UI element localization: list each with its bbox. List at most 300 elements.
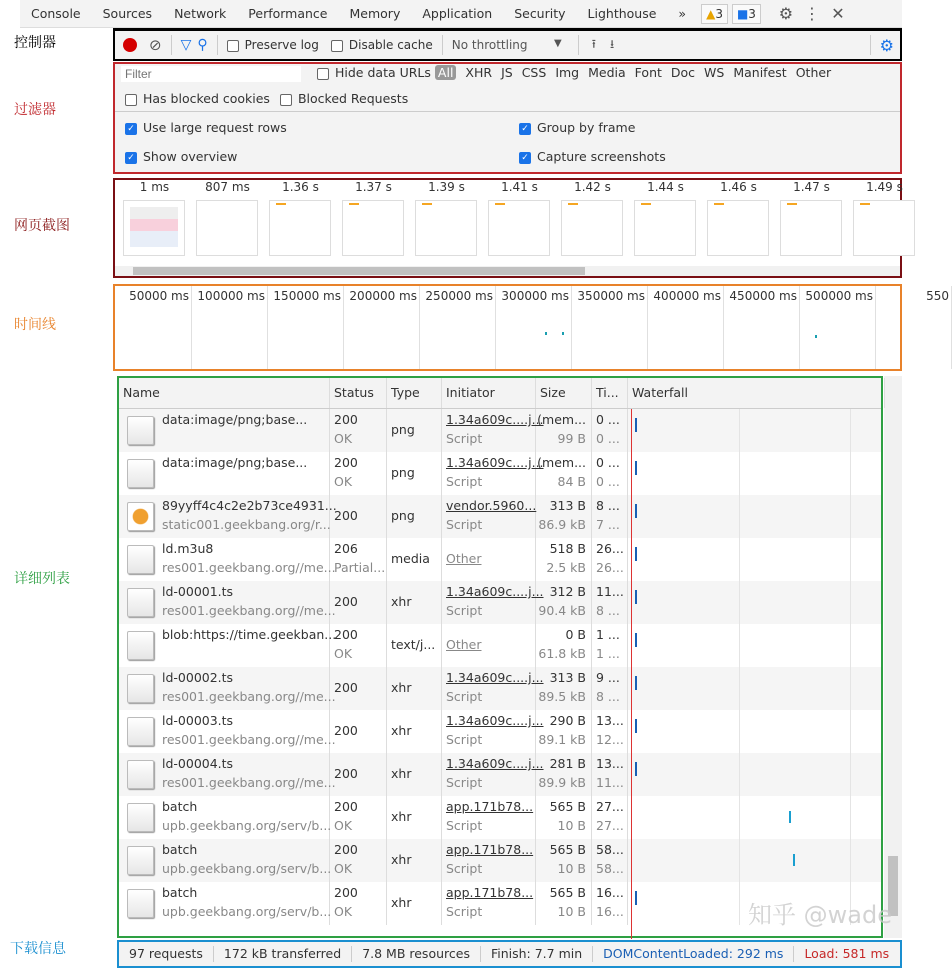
request-type: xhr <box>391 723 412 738</box>
waterfall-gridline <box>850 624 851 667</box>
size-cell <box>536 495 592 538</box>
time-cell <box>592 710 628 753</box>
messages-count: 3 <box>748 6 756 21</box>
filter-type-all[interactable]: All <box>435 65 457 80</box>
table-row[interactable] <box>119 839 881 882</box>
type-cell <box>387 624 442 667</box>
request-name: blob:https://time.geekban... <box>162 627 337 642</box>
waterfall-cell <box>628 409 885 452</box>
status: 200 <box>334 723 358 738</box>
time-detail: 27... <box>596 818 624 833</box>
name-cell <box>119 538 336 581</box>
request-name: 89yyff4c4c2e2b73ce4931... <box>162 498 337 513</box>
type-cell <box>387 882 442 925</box>
waterfall-cell <box>628 581 885 624</box>
request-url: static001.geekbang.org/r... <box>162 517 331 532</box>
watermark: 知乎 @wade <box>748 901 892 929</box>
status-cell <box>330 796 387 839</box>
waterfall-gridline <box>739 538 740 581</box>
requests-count: 97 requests <box>119 946 214 962</box>
initiator-cell <box>442 495 536 538</box>
screenshot-thumbnail[interactable] <box>123 200 185 256</box>
screenshot-thumbnail[interactable] <box>342 200 404 256</box>
size-cell <box>536 710 592 753</box>
request-type: text/j... <box>391 637 436 652</box>
close-icon[interactable]: ✕ <box>831 4 845 23</box>
label-filter: 过滤器 <box>14 102 56 118</box>
initiator-detail: Script <box>446 431 483 446</box>
status-detail: OK <box>334 431 353 446</box>
name-cell <box>119 667 336 710</box>
initiator[interactable]: app.171b78... <box>446 885 534 900</box>
hide-data-urls-label: Hide data URLs <box>335 65 431 80</box>
status-detail: OK <box>334 861 353 876</box>
time-cell <box>592 538 628 581</box>
record-icon[interactable] <box>123 38 137 52</box>
waterfall-bar <box>635 418 637 432</box>
timeline-tick-label: 350000 ms <box>577 289 645 303</box>
more-tabs-button[interactable]: » <box>678 5 687 21</box>
time-detail: 0 ... <box>596 431 620 446</box>
column-header-initiator[interactable]: Initiator <box>442 378 536 408</box>
screenshot-time: 1 ms <box>139 180 170 194</box>
download-icon[interactable]: ⭳ <box>609 36 615 51</box>
status-detail: Partial... <box>334 560 386 575</box>
column-header-type[interactable]: Type <box>387 378 442 408</box>
status: 200 <box>334 412 358 427</box>
name-cell <box>119 710 336 753</box>
load-line <box>631 409 632 939</box>
capture-screenshots-checkbox[interactable]: ✓ Capture screenshots <box>519 149 666 164</box>
tab-lighthouse[interactable]: Lighthouse <box>587 5 657 21</box>
initiator-detail: Script <box>446 775 483 790</box>
table-row[interactable] <box>119 538 881 581</box>
initiator: Other <box>446 637 482 652</box>
time-cell <box>592 409 628 452</box>
waterfall-gridline <box>850 796 851 839</box>
upload-icon[interactable]: ⭱ <box>591 36 596 51</box>
filter-type-xhr[interactable]: XHR <box>465 65 493 80</box>
request-type: xhr <box>391 594 412 609</box>
preserve-log-label: Preserve log <box>244 38 319 52</box>
size-cell <box>536 839 592 882</box>
request-name: ld-00002.ts <box>162 670 234 685</box>
status-cell <box>330 409 387 452</box>
messages-badge[interactable] <box>732 4 761 24</box>
filter-type-manifest[interactable]: Manifest <box>733 65 787 80</box>
name-cell <box>119 581 336 624</box>
status-bar <box>117 940 902 968</box>
load-time: Load: 581 ms <box>804 946 890 961</box>
column-header-waterfall[interactable]: Waterfall <box>628 378 885 408</box>
timeline-tick-label: 150000 ms <box>273 289 341 303</box>
request-name: batch <box>162 842 198 857</box>
time-detail: 7 ... <box>596 517 620 532</box>
waterfall-cell <box>628 753 885 796</box>
screenshot-time: 1.49 s <box>866 180 903 194</box>
status: 200 <box>334 842 358 857</box>
file-icon <box>127 889 154 918</box>
screenshot-time: 1.41 s <box>501 180 538 194</box>
blocked-requests-checkbox[interactable] <box>280 91 408 106</box>
size-detail: 86.9 kB <box>538 517 586 532</box>
initiator-cell <box>442 452 544 495</box>
table-row[interactable] <box>119 753 881 796</box>
size-detail: 90.4 kB <box>538 603 586 618</box>
request-name: batch <box>162 799 198 814</box>
column-header-ti[interactable]: Ti... <box>592 378 628 408</box>
type-cell <box>387 409 442 452</box>
transferred-size: 172 kB transferred <box>214 946 352 962</box>
column-header-status[interactable]: Status <box>330 378 387 408</box>
waterfall-gridline <box>850 538 851 581</box>
size-cell <box>536 753 592 796</box>
waterfall-cell <box>628 839 885 882</box>
screenshot-thumbnail[interactable] <box>634 200 696 256</box>
request-type: png <box>391 465 415 480</box>
waterfall-gridline <box>739 624 740 667</box>
waterfall-gridline <box>739 581 740 624</box>
screenshot-time: 1.47 s <box>793 180 830 194</box>
initiator-cell <box>442 538 536 581</box>
warnings-badge[interactable] <box>701 4 728 24</box>
initiator[interactable]: vendor.5960... <box>446 498 537 513</box>
status: 200 <box>334 455 358 470</box>
type-cell <box>387 753 442 796</box>
filter-type-css[interactable]: CSS <box>521 65 547 80</box>
preserve-log-checkbox[interactable] <box>227 38 319 52</box>
warnings-count: 3 <box>715 6 723 21</box>
request-url: upb.geekbang.org/serv/b... <box>162 861 332 876</box>
group-by-frame-label: Group by frame <box>537 120 636 135</box>
filter-type-ws[interactable]: WS <box>704 65 725 80</box>
time-detail: 0 ... <box>596 474 620 489</box>
request-type: xhr <box>391 809 412 824</box>
waterfall-gridline <box>850 452 851 495</box>
request-url: res001.geekbang.org//me... <box>162 732 336 747</box>
waterfall-bar <box>635 547 637 561</box>
size-detail: 10 B <box>557 818 586 833</box>
request-type: xhr <box>391 680 412 695</box>
waterfall-cell <box>628 667 885 710</box>
size: 565 B <box>549 799 586 814</box>
screenshot-thumbnail[interactable] <box>707 200 769 256</box>
initiator-cell <box>442 581 544 624</box>
gear-icon[interactable]: ⚙ <box>778 4 794 23</box>
request-name: data:image/png;base... <box>162 412 308 427</box>
timeline-tick-label: 100000 ms <box>197 289 265 303</box>
filter-type-other[interactable]: Other <box>795 65 832 80</box>
file-icon <box>127 760 154 789</box>
initiator-detail: Script <box>446 904 483 919</box>
initiator-cell <box>442 796 536 839</box>
time-detail: 12... <box>596 732 624 747</box>
table-row[interactable] <box>119 409 881 452</box>
timeline-tick-label: 50000 ms <box>129 289 189 303</box>
initiator[interactable]: app.171b78... <box>446 799 534 814</box>
time-detail: 8 ... <box>596 689 620 704</box>
time: 16... <box>596 885 624 900</box>
size-cell <box>536 624 592 667</box>
time-cell <box>592 753 628 796</box>
blocked-requests-label: Blocked Requests <box>297 91 409 106</box>
time-cell <box>592 624 628 667</box>
large-rows-checkbox[interactable]: ✓ Use large request rows <box>125 120 287 135</box>
screenshots-scrollbar[interactable] <box>115 266 900 276</box>
timeline-tick-label: 450000 ms <box>729 289 797 303</box>
type-cell <box>387 495 442 538</box>
waterfall-gridline <box>850 839 851 882</box>
chevron-down-icon: ▼ <box>554 38 562 49</box>
table-row[interactable] <box>119 710 881 753</box>
filter-icon[interactable]: ▽ <box>180 37 192 53</box>
size-cell <box>536 796 592 839</box>
waterfall-cell <box>628 495 885 538</box>
request-type: png <box>391 508 415 523</box>
size-cell <box>536 538 592 581</box>
table-row[interactable] <box>119 495 881 538</box>
screenshot-time: 1.44 s <box>647 180 684 194</box>
waterfall-bar <box>793 854 795 866</box>
dom-content-loaded: DOMContentLoaded: 292 ms <box>593 946 794 962</box>
initiator-cell <box>442 839 536 882</box>
screenshot-thumbnail[interactable] <box>196 200 258 256</box>
message-icon: ■ <box>736 6 749 21</box>
waterfall-bar <box>635 676 637 690</box>
waterfall-cell <box>628 796 885 839</box>
initiator[interactable]: 1.34a609c....j... <box>446 412 544 427</box>
status: 200 <box>334 627 358 642</box>
time-detail: 26... <box>596 560 624 575</box>
table-row[interactable] <box>119 796 881 839</box>
request-table <box>117 376 883 938</box>
time: 13... <box>596 756 624 771</box>
time-cell <box>592 452 628 495</box>
column-header-size[interactable]: Size <box>536 378 592 408</box>
name-cell <box>119 839 330 882</box>
initiator-detail: Script <box>446 861 483 876</box>
request-name: data:image/png;base... <box>162 455 308 470</box>
timeline-tick-label: 250000 ms <box>425 289 493 303</box>
label-screenshots: 网页截图 <box>14 218 70 234</box>
request-url: upb.geekbang.org/serv/b... <box>162 904 332 919</box>
has-blocked-cookies-checkbox[interactable] <box>125 91 270 106</box>
initiator[interactable]: 1.34a609c....j... <box>446 756 544 771</box>
waterfall-bar <box>789 811 791 823</box>
initiator[interactable]: 1.34a609c....j... <box>446 670 544 685</box>
filter-input[interactable] <box>121 66 301 82</box>
column-header-name[interactable]: Name <box>119 378 330 408</box>
label-timeline: 时间线 <box>14 317 56 333</box>
timeline-tick-label: 550 <box>926 289 949 303</box>
screenshot-thumbnail[interactable] <box>269 200 331 256</box>
filter-type-media[interactable]: Media <box>588 65 626 80</box>
throttling-value: No throttling <box>451 38 528 52</box>
network-toolbar <box>113 28 902 61</box>
request-url: res001.geekbang.org//me... <box>162 775 336 790</box>
waterfall-gridline <box>850 667 851 710</box>
type-cell <box>387 452 442 495</box>
screenshot-time: 1.37 s <box>355 180 392 194</box>
status: 206 <box>334 541 358 556</box>
request-type: png <box>391 422 415 437</box>
status-cell <box>330 839 387 882</box>
screenshot-time: 1.36 s <box>282 180 319 194</box>
filter-panel <box>113 62 902 174</box>
label-details: 详细列表 <box>14 571 70 587</box>
file-icon <box>127 674 154 703</box>
table-row[interactable] <box>119 581 881 624</box>
tab-sources[interactable]: Sources <box>102 5 153 21</box>
hide-data-urls-checkbox[interactable] <box>317 65 431 80</box>
timeline-overview <box>113 284 949 371</box>
time: 1 ... <box>596 627 620 642</box>
initiator-cell <box>442 753 544 796</box>
initiator[interactable]: 1.34a609c....j... <box>446 584 544 599</box>
tab-performance[interactable]: Performance <box>248 5 328 21</box>
capture-screenshots-label: Capture screenshots <box>537 149 666 164</box>
initiator-cell <box>442 710 544 753</box>
name-cell <box>119 882 330 925</box>
initiator[interactable]: 1.34a609c....j... <box>446 455 544 470</box>
type-cell <box>387 710 442 753</box>
initiator-detail: Script <box>446 474 483 489</box>
resources-size: 7.8 MB resources <box>352 946 481 962</box>
table-row[interactable] <box>119 624 881 667</box>
status-cell <box>330 667 387 710</box>
time-detail: 11... <box>596 775 624 790</box>
type-cell <box>387 839 442 882</box>
size-cell <box>536 581 592 624</box>
status-cell <box>330 581 387 624</box>
screenshot-thumbnail[interactable] <box>780 200 842 256</box>
screenshot-thumbnail[interactable] <box>853 200 915 256</box>
network-settings-icon[interactable]: ⚙ <box>879 35 894 55</box>
waterfall-gridline <box>739 495 740 538</box>
time-cell <box>592 839 628 882</box>
size-cell <box>536 409 592 452</box>
initiator[interactable]: 1.34a609c....j... <box>446 713 544 728</box>
type-cell <box>387 796 442 839</box>
table-scrollbar[interactable] <box>884 376 902 938</box>
screenshot-thumbnail[interactable] <box>561 200 623 256</box>
request-url: res001.geekbang.org//me... <box>162 603 336 618</box>
tab-network[interactable]: Network <box>163 0 237 28</box>
filter-type-js[interactable]: JS <box>501 65 513 80</box>
request-type: xhr <box>391 852 412 867</box>
name-cell <box>119 624 337 667</box>
status-detail: OK <box>334 474 353 489</box>
time: 13... <box>596 713 624 728</box>
disable-cache-checkbox[interactable] <box>331 38 433 52</box>
file-icon <box>127 459 154 488</box>
request-type: xhr <box>391 895 412 910</box>
size-detail: 10 B <box>557 861 586 876</box>
type-cell <box>387 538 442 581</box>
time: 8 ... <box>596 498 620 513</box>
file-icon <box>127 631 154 660</box>
size-cell <box>536 667 592 710</box>
waterfall-bar <box>635 504 637 518</box>
request-name: batch <box>162 885 198 900</box>
timeline-tick-label: 400000 ms <box>653 289 721 303</box>
tab-memory[interactable]: Memory <box>349 5 401 21</box>
status-cell <box>330 624 387 667</box>
time: 9 ... <box>596 670 620 685</box>
time-detail: 1 ... <box>596 646 620 661</box>
waterfall-gridline <box>739 710 740 753</box>
name-cell <box>119 452 330 495</box>
filter-type-doc[interactable]: Doc <box>670 65 696 80</box>
name-cell <box>119 753 336 796</box>
waterfall-cell <box>628 710 885 753</box>
size-detail: 99 B <box>557 431 586 446</box>
waterfall-gridline <box>850 581 851 624</box>
time: 11... <box>596 584 624 599</box>
throttling-select[interactable] <box>452 38 562 52</box>
time: 0 ... <box>596 412 620 427</box>
table-row[interactable] <box>119 452 881 495</box>
file-icon <box>127 846 154 875</box>
time: 0 ... <box>596 455 620 470</box>
time: 58... <box>596 842 624 857</box>
size: 290 B <box>549 713 586 728</box>
size-detail: 89.5 kB <box>538 689 586 704</box>
has-blocked-cookies-label: Has blocked cookies <box>143 91 270 106</box>
status-cell <box>330 452 387 495</box>
time-detail: 8 ... <box>596 603 620 618</box>
screenshot-time: 1.39 s <box>428 180 465 194</box>
initiator[interactable]: app.171b78... <box>446 842 534 857</box>
status: 200 <box>334 680 358 695</box>
waterfall-bar <box>635 891 637 905</box>
screenshot-thumbnail[interactable] <box>488 200 550 256</box>
file-icon <box>127 588 154 617</box>
status: 200 <box>334 885 358 900</box>
file-icon <box>127 717 154 746</box>
size: 281 B <box>549 756 586 771</box>
tab-console[interactable]: Console <box>31 5 81 21</box>
filter-type-font[interactable]: Font <box>634 65 662 80</box>
screenshot-thumbnail[interactable] <box>415 200 477 256</box>
type-cell <box>387 581 442 624</box>
clear-icon[interactable]: ⊘ <box>149 36 162 54</box>
tab-application[interactable]: Application <box>422 5 493 21</box>
initiator-cell <box>442 624 536 667</box>
tab-security[interactable]: Security <box>514 5 566 21</box>
size: 0 B <box>565 627 586 642</box>
warning-icon: ▲ <box>706 6 716 21</box>
table-row[interactable] <box>119 667 881 710</box>
more-vert-icon[interactable]: ⋮ <box>803 4 820 23</box>
show-overview-checkbox[interactable]: ✓ Show overview <box>125 149 237 164</box>
size-detail: 10 B <box>557 904 586 919</box>
size: 312 B <box>549 584 586 599</box>
size-detail: 84 B <box>557 474 586 489</box>
time: 26... <box>596 541 624 556</box>
size: 313 B <box>549 498 586 513</box>
waterfall-gridline <box>739 409 740 452</box>
group-by-frame-checkbox[interactable]: ✓ Group by frame <box>519 120 635 135</box>
time: 27... <box>596 799 624 814</box>
screenshot-time: 1.42 s <box>574 180 611 194</box>
initiator-detail: Script <box>446 689 483 704</box>
initiator-detail: Script <box>446 818 483 833</box>
type-cell <box>387 667 442 710</box>
filter-type-img[interactable]: Img <box>555 65 580 80</box>
search-icon[interactable]: ⚲ <box>197 37 208 53</box>
time-cell <box>592 667 628 710</box>
